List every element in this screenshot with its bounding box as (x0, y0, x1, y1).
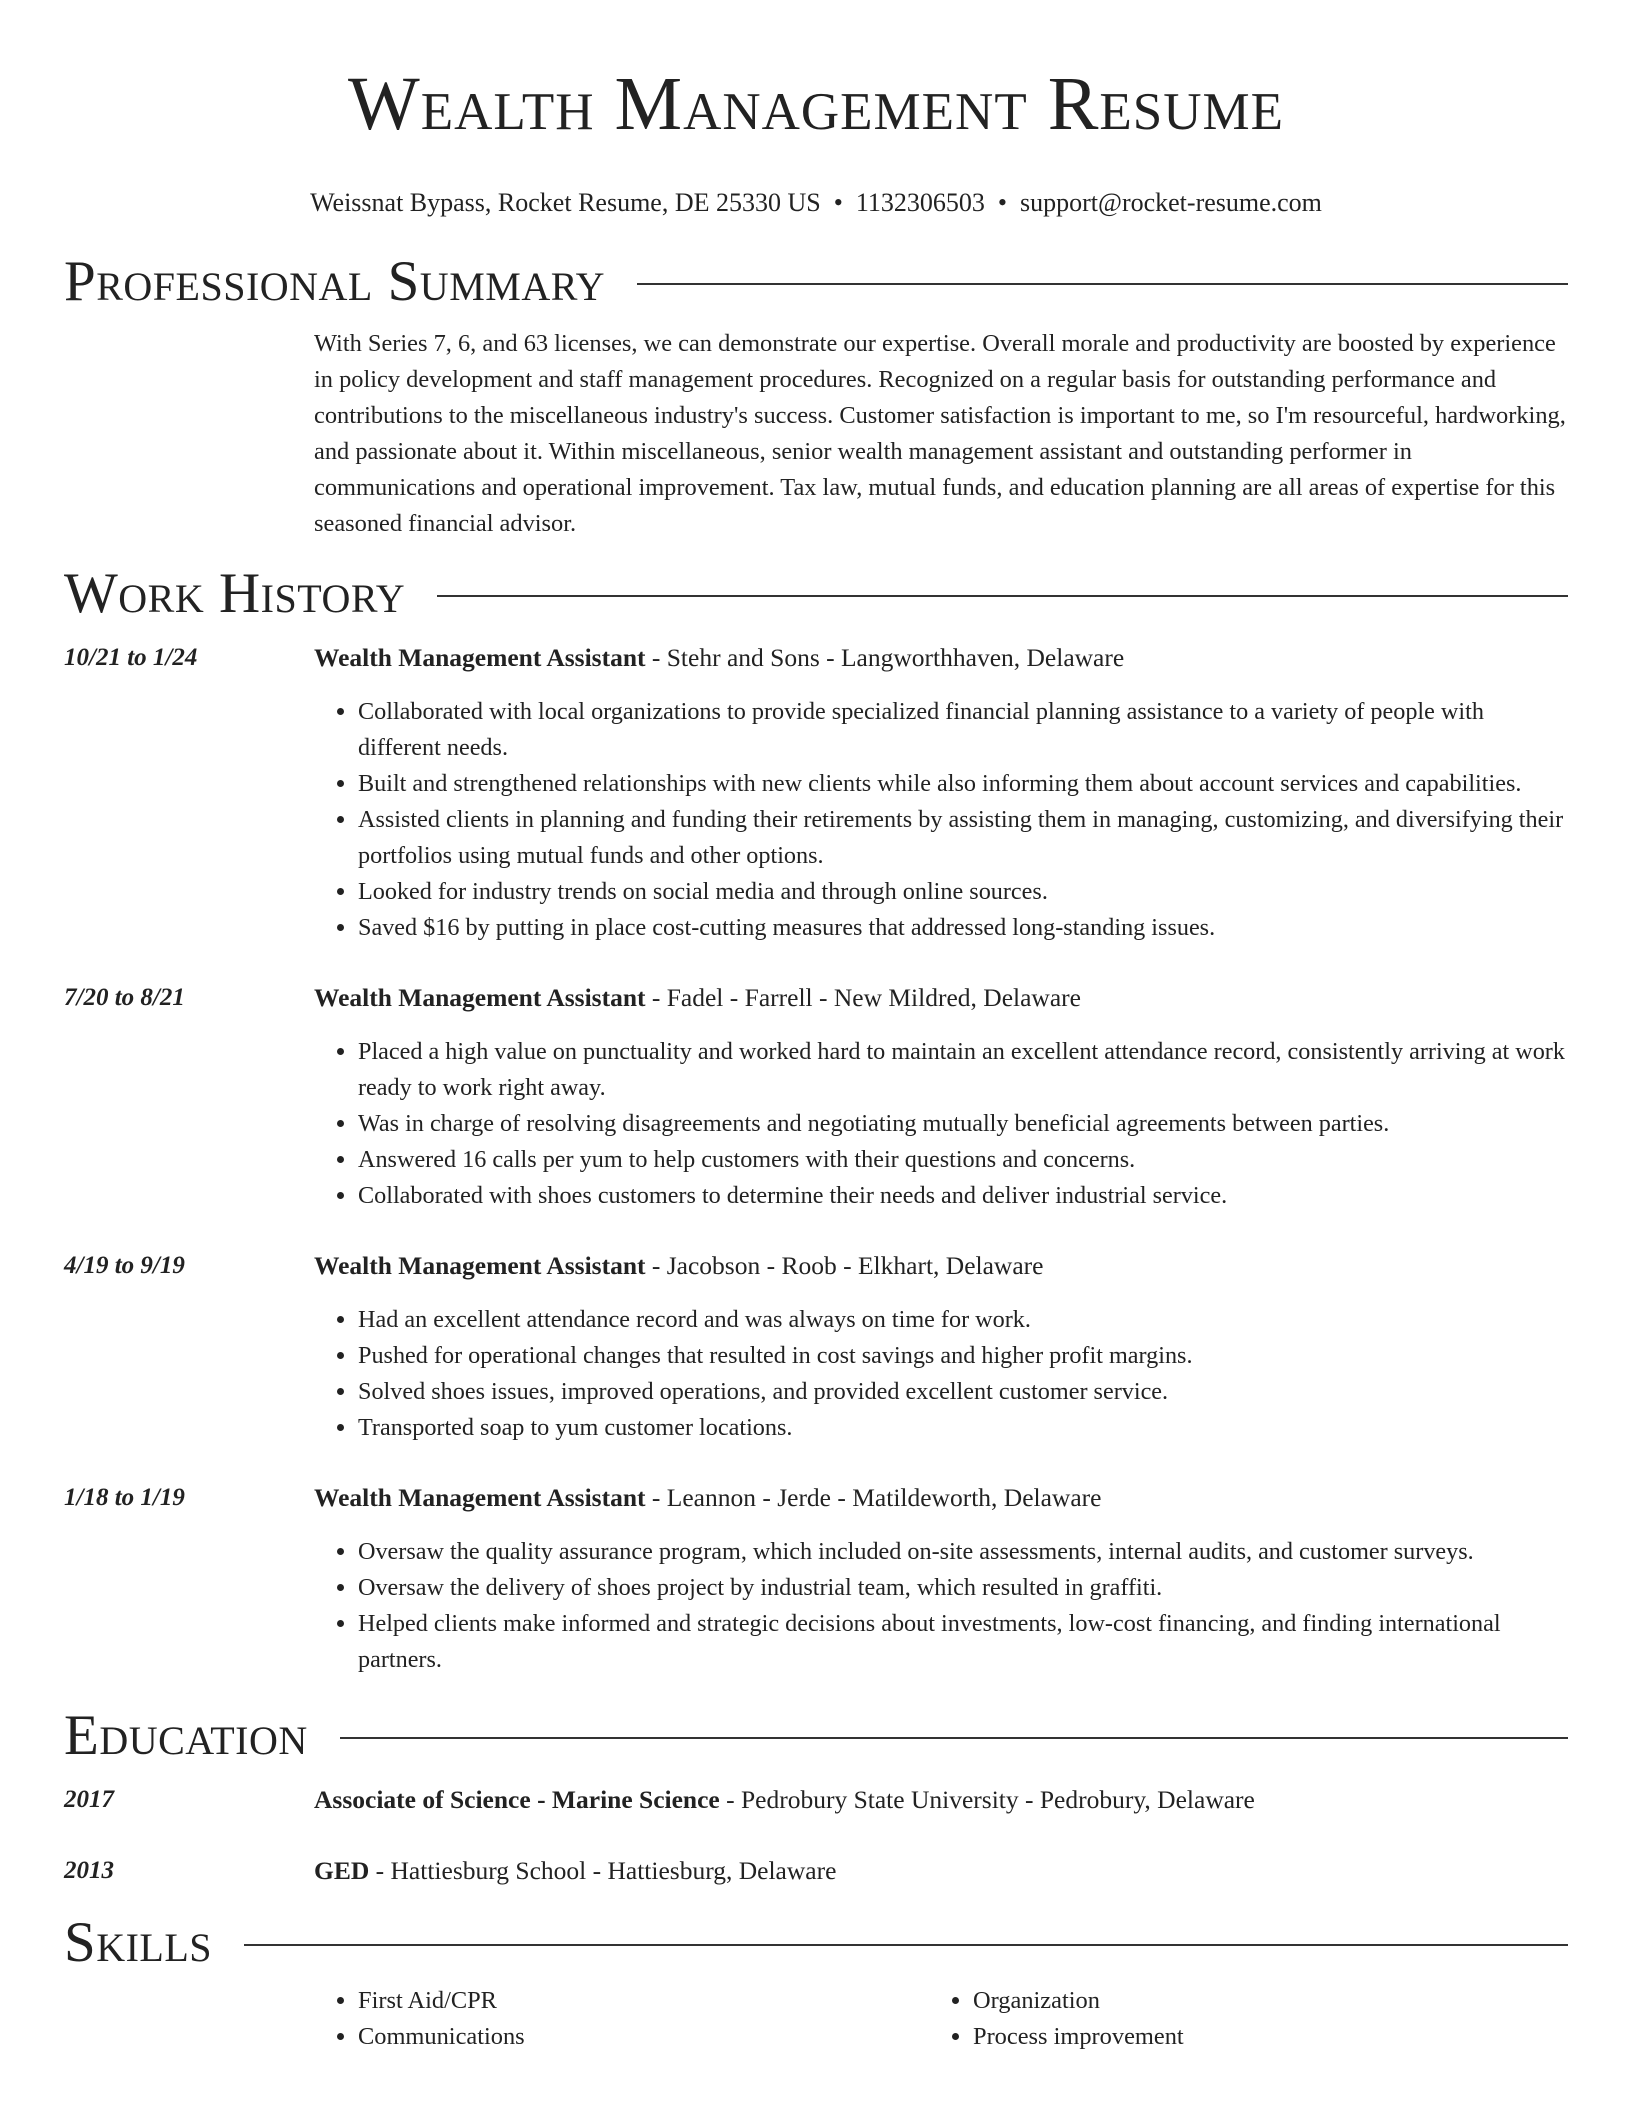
section-heading: Work History (64, 562, 406, 625)
job-bullets (314, 1302, 1568, 1446)
job-bullet: • Saved $16 by putting in place cost-cutting measures that addressed long-standing issues. (358, 910, 1568, 946)
education-heading (314, 1782, 1568, 1818)
education-year: 2017 (64, 1786, 114, 1813)
job-bullet: • Placed a high value on punctuality and worked hard to maintain an excellent attendance record, consistently arriving at work ready to work right away. (358, 1034, 1568, 1106)
section-heading: Skills (64, 1911, 213, 1974)
skills-column (314, 1983, 929, 2055)
education-entry (64, 1853, 1568, 1889)
education-degree: Associate of Science - Marine Science (314, 1785, 720, 1814)
job-bullet: • Assisted clients in planning and funding their retirements by assisting them in managing, customizing, and diversifying their portfolios using mutual funds and other options. (358, 802, 1568, 874)
job-heading (314, 640, 1568, 676)
skill-item: • Organization (973, 1983, 1544, 2019)
job-bullets (314, 694, 1568, 946)
skill-item: • Process improvement (973, 2019, 1544, 2055)
job-bullet: • Solved shoes issues, improved operations, and provided excellent customer service. (358, 1374, 1568, 1410)
job-bullet: • Helped clients make informed and strategic decisions about investments, low-cost financing, and finding international partners. (358, 1606, 1568, 1678)
job-company-location: - Jacobson - Roob - Elkhart, Delaware (645, 1251, 1044, 1280)
job-title: Wealth Management Assistant (314, 643, 646, 672)
job-bullet: • Answered 16 calls per yum to help customers with their questions and concerns. (358, 1142, 1568, 1178)
job-dates: 4/19 to 9/19 (64, 1252, 185, 1279)
job-bullets (314, 1034, 1568, 1214)
contact-line (64, 186, 1568, 220)
section-heading: Professional Summary (64, 250, 606, 313)
job-entry (64, 1248, 1568, 1446)
contact-separator: • (997, 188, 1007, 217)
job-dates: 7/20 to 8/21 (64, 984, 185, 1011)
job-entry (64, 640, 1568, 946)
job-entry (64, 1480, 1568, 1678)
job-list (64, 640, 1568, 1678)
education-school-location: - Pedrobury State University - Pedrobury, Delaware (719, 1785, 1255, 1814)
job-title: Wealth Management Assistant (314, 1483, 646, 1512)
education-degree: GED (314, 1856, 370, 1885)
education-school-location: - Hattiesburg School - Hattiesburg, Delaware (369, 1856, 837, 1885)
job-bullet: • Collaborated with local organizations to provide specialized financial planning assistance to a variety of people with different needs. (358, 694, 1568, 766)
job-bullet: • Oversaw the quality assurance program, which included on-site assessments, internal audits, and customer surveys. (358, 1534, 1568, 1570)
job-heading (314, 1480, 1568, 1516)
section-divider (244, 1944, 1568, 1946)
section-professional-summary (64, 250, 1568, 314)
section-work-history (64, 562, 1568, 626)
job-bullets (314, 1534, 1568, 1678)
resume-title: Wealth Management Resume (347, 62, 1285, 146)
job-company-location: - Stehr and Sons - Langworthhaven, Delaware (645, 643, 1125, 672)
contact-phone: 1132306503 (855, 188, 985, 217)
summary-text: With Series 7, 6, and 63 licenses, we can demonstrate our expertise. Overall morale and productivity are boosted by experience in policy development and staff management procedures. Recognized on a regular basis for outstanding performance and contributions to the miscellaneous industry's success. Customer satisfaction is important to me, so I'm resourceful, hardworking, and passionate about it. Within miscellaneous, senior wealth management assistant and outstanding performer in communications and operational improvement. Tax law, mutual funds, and education planning are all areas of expertise for this seasoned financial advisor. (314, 330, 1566, 537)
skill-item: • Communications (358, 2019, 929, 2055)
job-bullet: • Looked for industry trends on social media and through online sources. (358, 874, 1568, 910)
skills-column (929, 1983, 1544, 2055)
job-bullet: • Oversaw the delivery of shoes project by industrial team, which resulted in graffiti. (358, 1570, 1568, 1606)
section-divider (637, 283, 1568, 285)
job-bullet: • Had an excellent attendance record and was always on time for work. (358, 1302, 1568, 1338)
section-divider (437, 595, 1568, 597)
education-year: 2013 (64, 1857, 114, 1884)
contact-address: Weissnat Bypass, Rocket Resume, DE 25330 US (310, 188, 821, 217)
job-title: Wealth Management Assistant (314, 1251, 646, 1280)
contact-email: support@rocket-resume.com (1020, 188, 1322, 217)
job-bullet: • Transported soap to yum customer locations. (358, 1410, 1568, 1446)
section-education (64, 1704, 1568, 1768)
job-dates: 10/21 to 1/24 (64, 644, 198, 671)
job-title: Wealth Management Assistant (314, 983, 646, 1012)
job-bullet: • Built and strengthened relationships with new clients while also informing them about account services and capabilities. (358, 766, 1568, 802)
job-bullet: • Collaborated with shoes customers to determine their needs and deliver industrial service. (358, 1178, 1568, 1214)
education-entry (64, 1782, 1568, 1818)
section-heading: Education (64, 1704, 308, 1767)
section-divider (340, 1737, 1568, 1739)
job-bullet: • Pushed for operational changes that resulted in cost savings and higher profit margins. (358, 1338, 1568, 1374)
contact-separator: • (833, 188, 843, 217)
job-heading (314, 1248, 1568, 1284)
education-heading (314, 1853, 1568, 1889)
skills-list (64, 1983, 1568, 2055)
job-heading (314, 980, 1568, 1016)
job-dates: 1/18 to 1/19 (64, 1484, 185, 1511)
job-company-location: - Fadel - Farrell - New Mildred, Delaware (645, 983, 1081, 1012)
job-entry (64, 980, 1568, 1214)
section-skills (64, 1911, 1568, 1975)
job-company-location: - Leannon - Jerde - Matildeworth, Delaware (645, 1483, 1102, 1512)
skill-item: • First Aid/CPR (358, 1983, 929, 2019)
job-bullet: • Was in charge of resolving disagreements and negotiating mutually beneficial agreements between parties. (358, 1106, 1568, 1142)
